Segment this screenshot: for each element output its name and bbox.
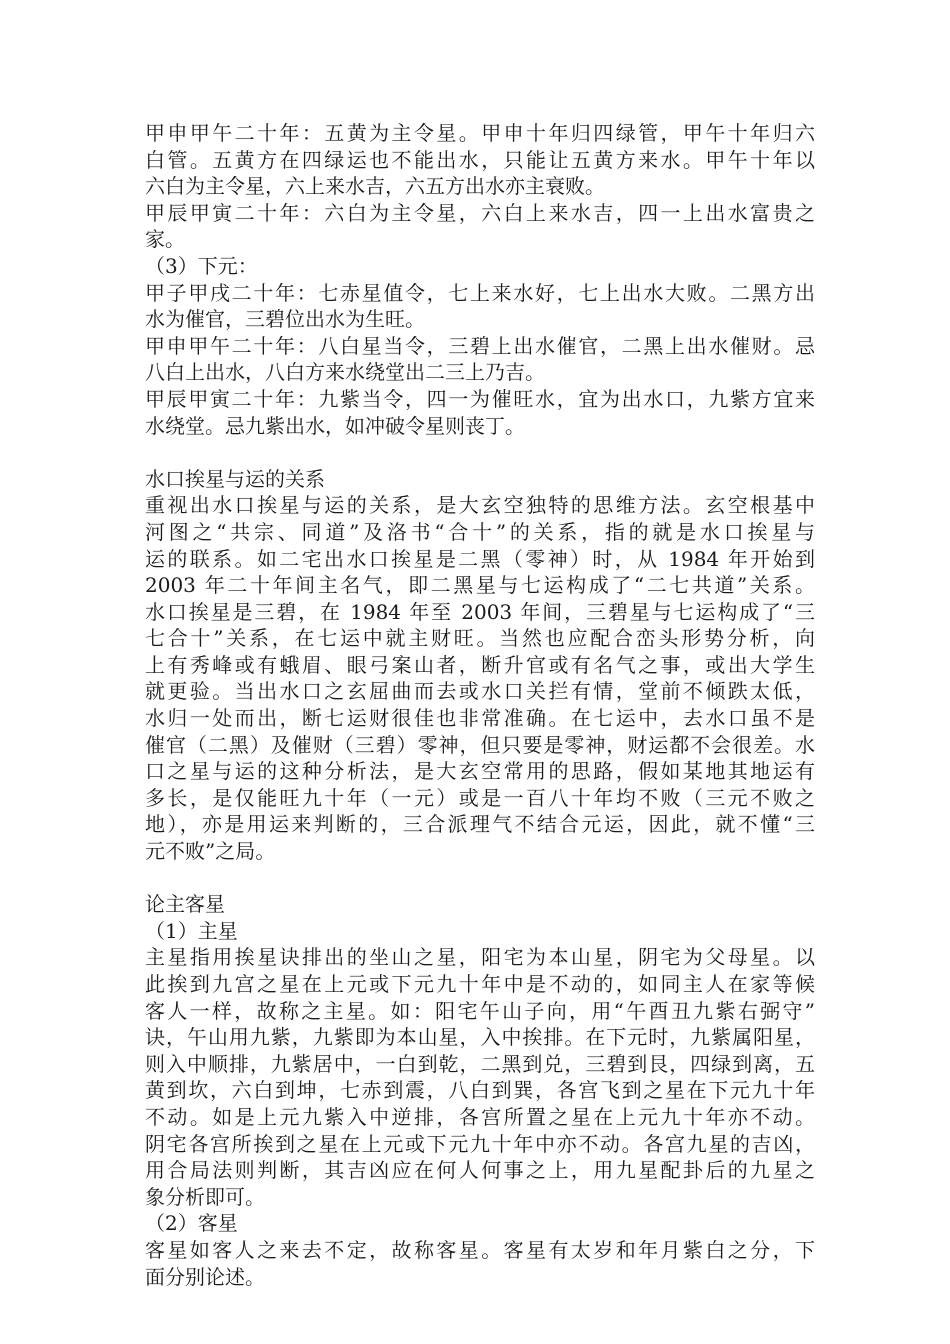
text-line: （1）主星 (145, 918, 238, 943)
text-line: 运的联系。如二宅出水口挨星是二黑（零神）时，从 1984 年开始到 (145, 546, 815, 571)
text-line: 八白上出水，八白方来水绕堂出二三上乃吉。 (145, 360, 545, 385)
text-line: 上有秀峰或有蛾眉、眼弓案山者，断升官或有名气之事，或出大学生 (145, 652, 815, 677)
text-line: 诀，午山用九紫，九紫即为本山星，入中挨排。在下元时，九紫属阳星， (145, 1025, 815, 1050)
text-line: 甲辰甲寅二十年：六白为主令星，六白上来水吉，四一上出水富贵之 (145, 200, 815, 225)
text-line: 客人一样，故称之主星。如：阳宅午山子向，用“午酉丑九紫右弼守” (145, 998, 815, 1023)
text-line: 象分析即可。 (145, 1184, 265, 1209)
text-line: 黄到坎，六白到坤，七赤到震，八白到巽，各宫飞到之星在下元九十年 (145, 1078, 815, 1103)
text-line: 水归一处而出，断七运财很佳也非常准确。在七运中，去水口虽不是 (145, 706, 815, 731)
paragraph (145, 386, 815, 439)
text-line: 甲申甲午二十年：五黄为主令星。甲申十年归四绿管，甲午十年归六 (145, 121, 815, 145)
text-line: 地），亦是用运来判断的，三合派理气不结合元运，因此，就不懂“三 (145, 812, 815, 837)
paragraph (145, 253, 815, 280)
text-line: 就更验。当出水口之玄屈曲而去或水口关拦有情，堂前不倾跌太低， (145, 679, 815, 704)
text-line: 客星如客人之来去不定，故称客星。客星有太岁和年月紫白之分，下 (145, 1237, 815, 1262)
text-line: 面分别论述。 (145, 1264, 265, 1289)
paragraph (145, 1237, 815, 1290)
text-line: 不动。如是上元九紫入中逆排，各宫所置之星在上元九十年亦不动。 (145, 1104, 815, 1129)
text-line: 口之星与运的这种分析法，是大玄空常用的思路，假如某地其地运有 (145, 759, 815, 784)
text-line: 阴宅各宫所挨到之星在上元或下元九十年中亦不动。各宫九星的吉凶， (145, 1131, 815, 1156)
text-line: （3）下元： (145, 253, 258, 278)
text-line: 七合十”关系，在七运中就主财旺。当然也应配合峦头形势分析，向 (145, 626, 815, 651)
text-line: 水口挨星与运的关系 (145, 466, 325, 491)
text-line: 多长，是仅能旺九十年（一元）或是一百八十年均不败（三元不败之 (145, 785, 815, 810)
text-line: （2）客星 (145, 1211, 238, 1236)
text-line: 则入中顺排，九紫居中，一白到乾，二黑到兑，三碧到艮，四绿到离，五 (145, 1051, 815, 1076)
paragraph (145, 1210, 815, 1237)
paragraph (145, 120, 815, 200)
blank-line (145, 865, 815, 892)
text-line: 甲辰甲寅二十年：九紫当令，四一为催旺水，宜为出水口，九紫方宜来 (145, 386, 815, 411)
text-line: 白管。五黄方在四绿运也不能出水，只能让五黄方来水。甲午十年以 (145, 147, 815, 172)
text-line: 此挨到九宫之星在上元或下元九十年中是不动的，如同主人在家等候 (145, 972, 815, 996)
text-line: 甲子甲戌二十年：七赤星值令，七上来水好，七上出水大败。二黑方出 (145, 280, 815, 305)
text-line: 用合局法则判断，其吉凶应在何人何事之上，用九星配卦后的九星之 (145, 1158, 815, 1183)
paragraph (145, 280, 815, 333)
text-line: 甲申甲午二十年：八白星当令，三碧上出水催官，二黑上出水催财。忌 (145, 333, 815, 358)
text-line: 河图之“共宗、同道”及洛书“合十”的关系，指的就是水口挨星与 (145, 519, 815, 544)
document-page (145, 120, 815, 1290)
text-line: 水口挨星是三碧，在 1984 年至 2003 年间，三碧星与七运构成了“三 (145, 599, 815, 624)
text-line: 家。 (145, 227, 185, 252)
text-line: 论主客星 (145, 892, 225, 917)
paragraph (145, 492, 815, 864)
text-line: 主星指用挨星诀排出的坐山之星，阳宅为本山星，阴宅为父母星。以 (145, 945, 815, 970)
text-line: 水为催官，三碧位出水为生旺。 (145, 307, 425, 332)
text-line: 2003 年二十年间主名气，即二黑星与七运构成了“二七共道”关系。 (145, 573, 815, 598)
paragraph (145, 891, 815, 918)
paragraph (145, 200, 815, 253)
blank-line (145, 439, 815, 466)
text-line: 催官（二黑）及催财（三碧）零神，但只要是零神，财运都不会很差。水 (145, 732, 815, 757)
text-line: 六白为主令星，六上来水吉，六五方出水亦主衰败。 (145, 174, 605, 199)
text-line: 元不败”之局。 (145, 839, 276, 864)
paragraph (145, 918, 815, 945)
text-line: 水绕堂。忌九紫出水，如冲破令星则丧丁。 (145, 413, 525, 438)
text-line: 重视出水口挨星与运的关系，是大玄空独特的思维方法。玄空根基中 (145, 493, 815, 518)
paragraph (145, 333, 815, 386)
paragraph (145, 466, 815, 493)
paragraph (145, 944, 815, 1210)
